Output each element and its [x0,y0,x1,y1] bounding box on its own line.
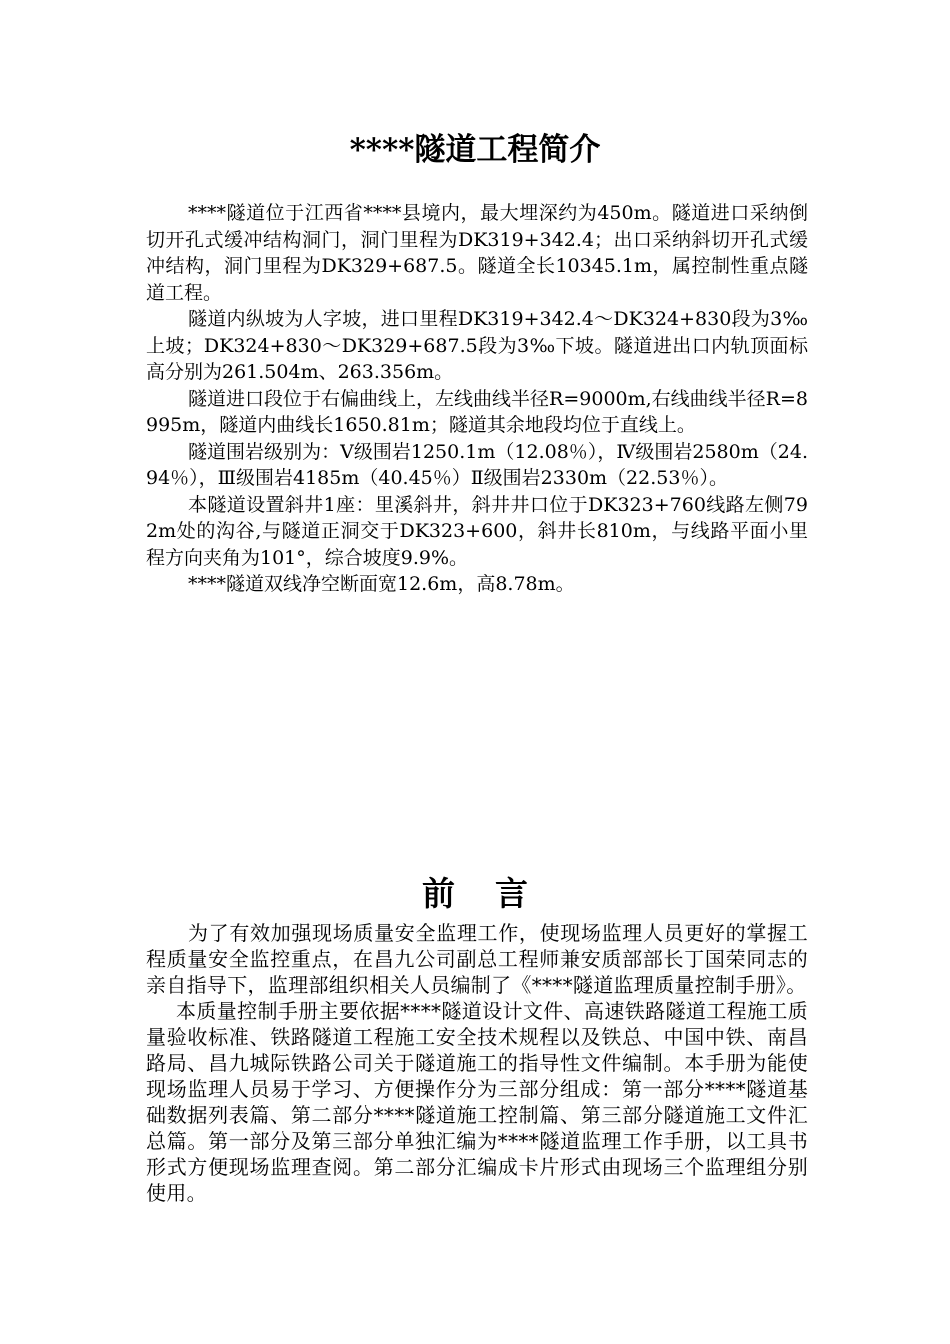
paragraph-rock-grade: 隧道围岩级别为：Ⅴ级围岩1250.1m（12.08％），Ⅳ级围岩2580m（24.94％），Ⅲ级围岩4185m（40.45％）Ⅱ级围岩2330m（22.53％）。 [146,440,808,489]
paragraph-location: ****隧道位于江西省****县境内，最大埋深约为450m。隧道进口采纳倒切开孔式缓冲结构洞门，洞门里程为DK319+342.4；出口采纳斜切开孔式缓冲结构，洞门里程为DK329+687.5。隧道全长10345.1m，属控制性重点隧道工程。 [146,202,808,304]
paragraph-curve: 隧道进口段位于右偏曲线上，左线曲线半径R=9000m,右线曲线半径R=8995m，隧道内曲线长1650.81m；隧道其余地段均位于直线上。 [146,387,808,436]
paragraph-preface-basis: 本质量控制手册主要依据****隧道设计文件、高速铁路隧道工程施工质量验收标准、铁路隧道工程施工安全技术规程以及铁总、中国中铁、南昌路局、昌九城际铁路公司关于隧道施工的指导性文件编制。本手册为能使现场监理人员易于学习、方便操作分为三部分组成：第一部分****隧道基础数据列表篇、第二部分****隧道施工控制篇、第三部分隧道施工文件汇总篇。第一部分及第三部分单独汇编为****隧道监理工作手册，以工具书形式方便现场监理查阅。第二部分汇编成卡片形式由现场三个监理组分别使用。 [146,999,808,1205]
paragraph-gradient: 隧道内纵坡为人字坡，进口里程DK319+342.4～DK324+830段为3‰上坡；DK324+830～DK329+687.5段为3‰下坡。隧道进出口内轨顶面标高分别为261.504m、263.356m。 [146,308,808,383]
paragraph-preface-purpose: 为了有效加强现场质量安全监理工作，使现场监理人员更好的掌握工程质量安全监控重点，在昌九公司副总工程师兼安质部部长丁国荣同志的亲自指导下，监理部组织相关人员编制了《****隧道监理质量控制手册》。 [146,921,808,997]
section-title-preface: 前言 [422,874,568,913]
section-title-tunnel-intro: ****隧道工程简介 [349,132,601,168]
tunnel-intro-body [146,200,808,598]
paragraph-inclined-shaft: 本隧道设置斜井1座：里溪斜井，斜井井口位于DK323+760线路左侧792m处的沟谷,与隧道正洞交于DK323+600，斜井长810m，与线路平面小里程方向夹角为101°，综合坡度9.9%。 [146,493,808,569]
paragraph-cross-section: ****隧道双线净空断面宽12.6m，高8.78m。 [188,573,575,595]
preface-body [146,920,808,1206]
